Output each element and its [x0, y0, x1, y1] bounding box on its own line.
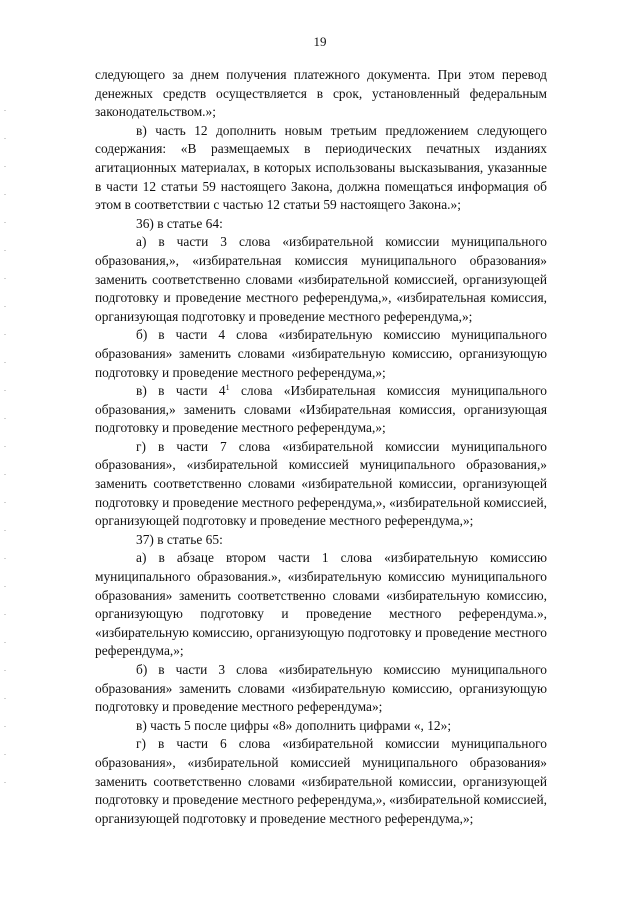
paragraph-item-b-part-4: б) в части 4 слова «избирательную комиссию муниципального образования» заменить словами «избирательную комиссию, организующую подготовку и проведение местного референдума,»;: [95, 327, 547, 380]
paragraph-item-g-part-7: г) в части 7 слова «избирательной комиссии муниципального образования», «избирательной комиссией муниципального образования,» заменить соответственно словами «избирательной комиссии, организующей подготовку и проведение местного референдума,», «избирательной комиссией, организующей подготовку и проведение местного референдума,»;: [95, 438, 547, 529]
paragraph-item-g-part-6: г) в части 6 слова «избирательной комиссии муниципального образования», «избирательной комиссией муниципального образования» заменить соответственно словами «избирательной комиссии, организующей подготовку и проведение местного референдума,», «избирательной комиссией, организующей подготовку и проведение местного референдума,»;: [95, 736, 547, 826]
page-number: 19: [313, 34, 327, 49]
paragraph-item-b-part-3: б) в части 3 слова «избирательную комиссию муниципального образования» заменить словами «избирательную комиссию, организующую подготовку и проведение местного референдума»;: [95, 662, 547, 715]
paragraph-item-a-part-3: а) в части 3 слова «избирательной комиссии муниципального образования,», «избирательная комиссия муниципального образования» заменить соответственно словами «избирательной комиссией, организующей подготовку и проведение местного референдума,», «избирательная комиссия, организующая подготовку и проведение местного референдума,»;: [95, 234, 547, 324]
paragraph-text-after-superscript: слова «Избирательная комиссия муниципального образования,» заменить словами «Избирательная комиссия, организующая подготовку и проведение местного референдума,»;: [95, 383, 547, 436]
paragraph-item-a-part-1: а) в абзаце втором части 1 слова «избирательную комиссию муниципального образования.», «избирательную комиссию муниципального образования» заменить соответственно словами «избирательную комиссию, организующую подготовку и проведение местного референдума.», «избирательную комиссию, организующую подготовку и проведение местного референдума,»;: [95, 550, 547, 659]
paragraph-item-v-part-4-1: [95, 382, 547, 438]
paragraph-item-v-part-5: в) часть 5 после цифры «8» дополнить цифрами «, 12»;: [136, 717, 452, 733]
paragraph-continuation: следующего за днем получения платежного документа. При этом перевод денежных средств осуществляется в срок, установленный федеральным законодательством.»;: [95, 67, 547, 120]
scan-edge-artifact: [4, 110, 6, 810]
body-text: [95, 66, 547, 828]
superscript-number: 1: [225, 383, 230, 393]
paragraph-text-before-superscript: в) в части 4: [136, 383, 226, 399]
paragraph-item-37-heading: 37) в статье 65:: [136, 531, 223, 547]
paragraph-item-v-part-12: в) часть 12 дополнить новым третьим предложением следующего содержания: «В размещаемых в периодических печатных изданиях агитационных материалах, в которых использованы высказывания, указанные в части 12 статьи 59 настоящего Закона, должна помещаться информация об этом в соответствии с частью 12 статьи 59 настоящего Закона.»;: [95, 122, 547, 213]
paragraph-item-36-heading: 36) в статье 64:: [136, 215, 223, 231]
